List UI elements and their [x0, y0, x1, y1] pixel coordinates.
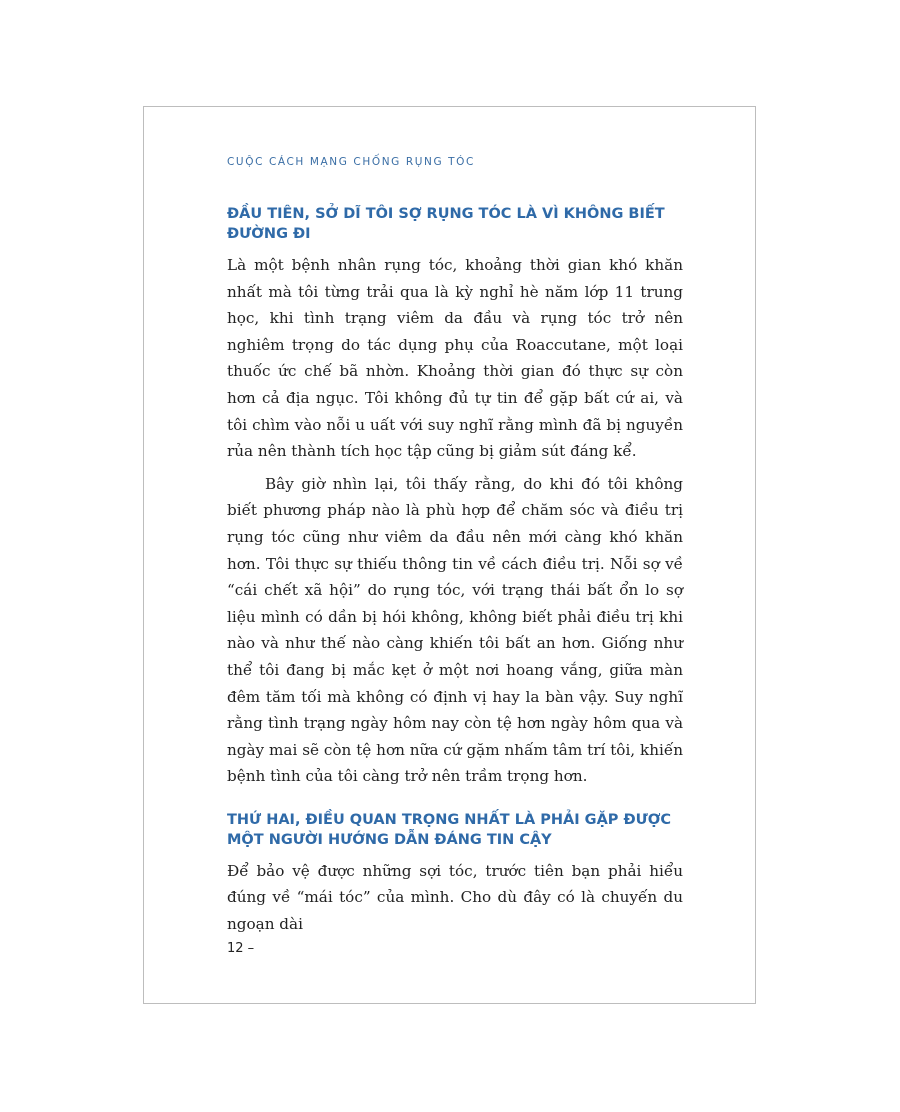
page-number: 12 –	[227, 941, 255, 956]
running-header: CUỘC CÁCH MẠNG CHỐNG RỤNG TÓC	[227, 156, 475, 168]
paragraph-1: Là một bệnh nhân rụng tóc, khoảng thời gian khó khăn nhất mà tôi từng trải qua là kỳ nghỉ hè năm lớp 11 trung học, khi tình trạng viêm da đầu và rụng tóc trở nên nghiêm trọng do tác dụng phụ của Roaccutane, một loại thuốc ức chế bã nhờn. Khoảng thời gian đó thực sự còn hơn cả địa ngục. Tôi không đủ tự tin để gặp bất cứ ai, và tôi chìm vào nỗi u uất với suy nghĩ rằng mình đã bị nguyền rủa nên thành tích học tập cũng bị giảm sút đáng kể.	[227, 256, 683, 461]
section-heading-2: THỨ HAI, ĐIỀU QUAN TRỌNG NHẤT LÀ PHẢI GẶP ĐƯỢC MỘT NGƯỜI HƯỚNG DẪN ĐÁNG TIN CẬY	[227, 811, 672, 848]
section-heading-1: ĐẦU TIÊN, SỞ DĨ TÔI SỢ RỤNG TÓC LÀ VÌ KHÔNG BIẾT ĐƯỜNG ĐI	[227, 206, 665, 242]
paragraph-3: Để bảo vệ được những sợi tóc, trước tiên bạn phải hiểu đúng về “mái tóc” của mình. Cho dù đây có là chuyến du ngoạn dài	[227, 861, 683, 934]
paragraph-2: Bây giờ nhìn lại, tôi thấy rằng, do khi đó tôi không biết phương pháp nào là phù hợp để chăm sóc và điều trị rụng tóc cũng như viêm da đầu nên mới càng khó khăn hơn. Tôi thực sự thiếu thông tin về cách điều trị. Nỗi sợ về “cái chết xã hội” do rụng tóc, với trạng thái bất ổn lo sợ liệu mình có dần bị hói không, không biết phải điều trị khi nào và như thế nào càng khiến tôi bất an hơn. Giống như thể tôi đang bị mắc kẹt ở một nơi hoang vắng, giữa màn đêm tăm tối mà không có định vị hay la bàn vậy. Suy nghĩ rằng tình trạng ngày hôm nay còn tệ hơn ngày hôm qua và ngày mai sẽ còn tệ hơn nữa cứ gặm nhấm tâm trí tôi, khiến bệnh tình của tôi càng trở nên trầm trọng hơn.	[227, 474, 683, 786]
book-page	[143, 106, 756, 1004]
page-content	[227, 204, 683, 938]
